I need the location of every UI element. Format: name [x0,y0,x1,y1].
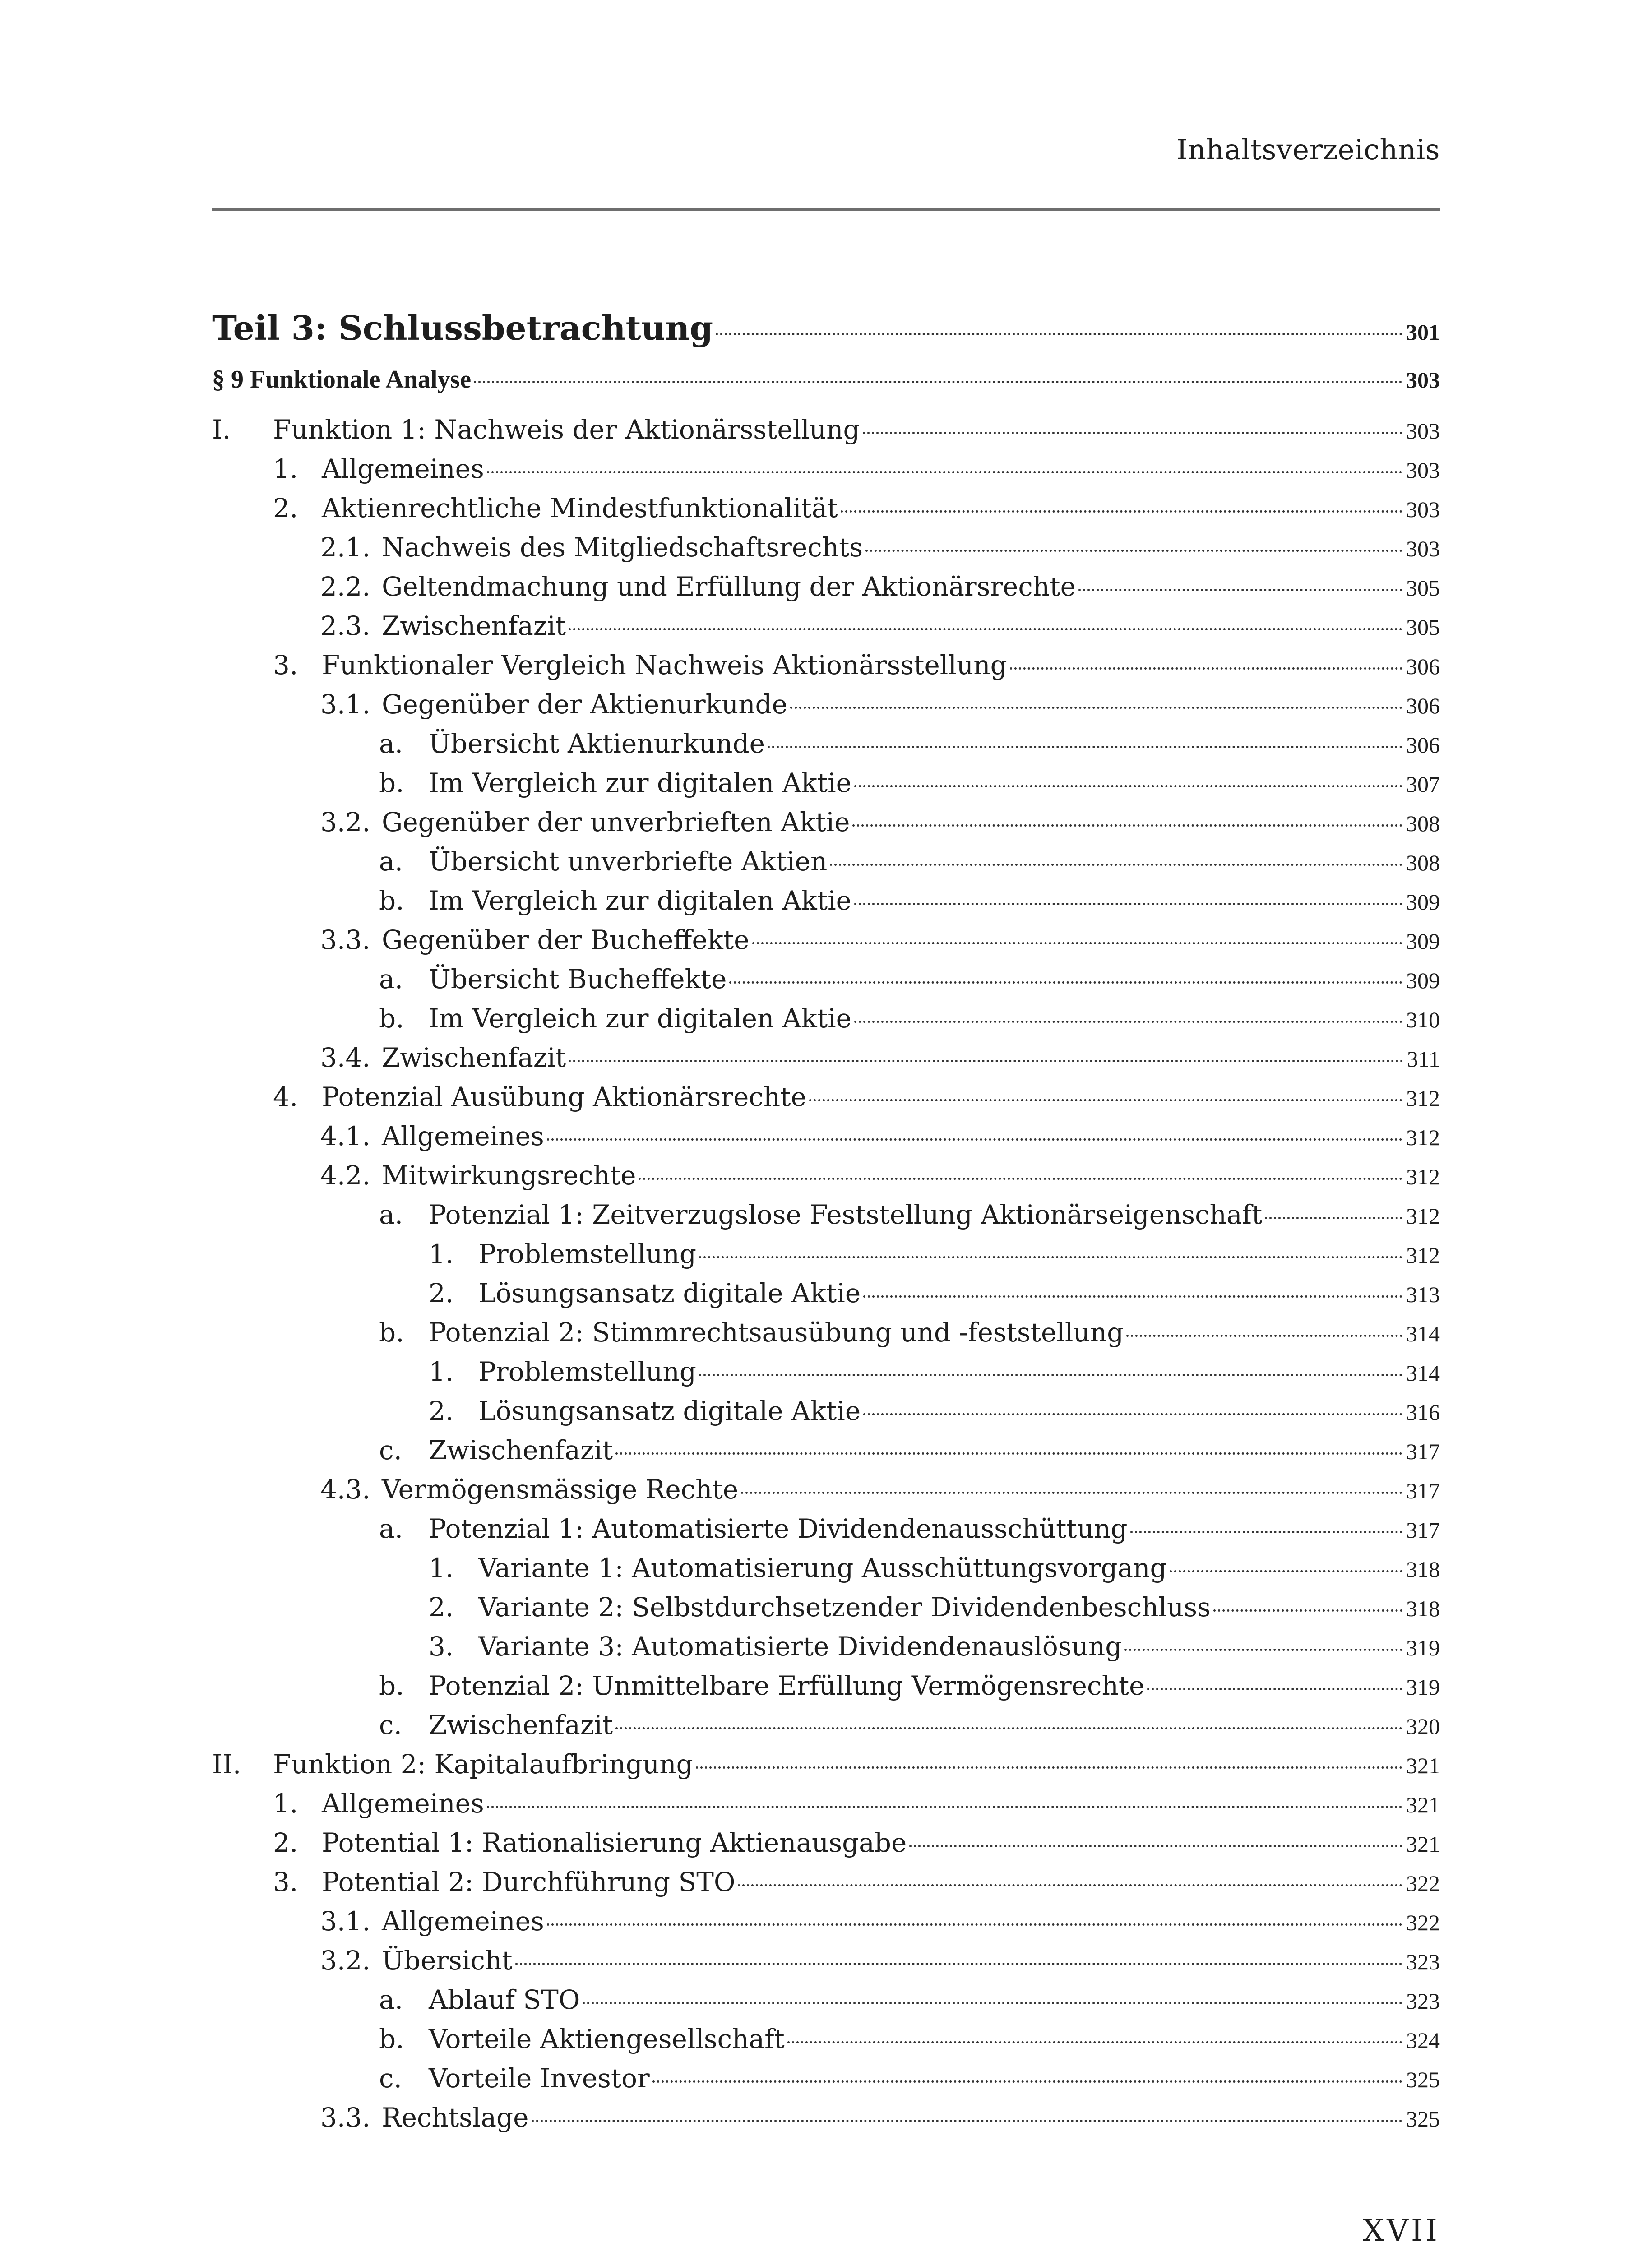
toc-entry-number: 2.3. [320,610,370,641]
toc-entry-page: 305 [1406,615,1440,640]
toc-entry-page: 307 [1406,772,1440,797]
toc-part-title: Teil 3: Schlussbetrachtung [212,309,713,348]
toc-entry-number: 2.1. [320,532,370,563]
toc-leader-dots [841,510,1402,513]
toc-leader-dots [716,333,1402,335]
table-of-contents [212,303,1440,2137]
toc-leader-dots [768,746,1402,748]
toc-entry-page: 322 [1406,1871,1440,1896]
toc-entry-number: 1. [273,1788,298,1819]
toc-entry-page: 321 [1406,1753,1440,1778]
toc-entry-page: 311 [1407,1046,1440,1072]
toc-leader-dots [1078,589,1402,591]
toc-leader-dots [752,942,1403,944]
toc-entry-number: a. [379,964,403,994]
toc-entry [212,1077,1440,1117]
toc-entry-number: 3. [429,1631,454,1662]
toc-leader-dots [790,707,1402,709]
toc-entry-title: Rechtslage [382,2102,529,2133]
toc-entry-number: 2. [429,1396,454,1426]
toc-entry-page: 308 [1406,850,1440,875]
toc-entry-number: 2. [273,493,298,523]
toc-entry [212,1156,1440,1195]
toc-entry-page: 316 [1406,1400,1440,1425]
toc-leader-dots [741,1492,1402,1494]
toc-entry [212,1784,1440,1823]
toc-entry-page: 303 [1406,536,1440,561]
toc-entry-number: b. [379,767,404,798]
toc-entry-page: 320 [1406,1714,1440,1739]
toc-entry-page: 303 [1406,497,1440,522]
toc-entry-title: Allgemeines [322,453,484,484]
toc-entry-page: 318 [1406,1557,1440,1582]
toc-entry-number: I. [212,414,231,445]
toc-leader-dots [854,785,1402,787]
toc-entry-number: a. [379,1199,403,1230]
toc-entry-number: 2. [273,1827,298,1858]
toc-entry-number: 3. [273,1867,298,1897]
toc-leader-dots [854,903,1402,905]
toc-entry [212,1706,1440,1745]
toc-entry-number: 3.2. [320,1945,370,1976]
toc-entry-page: 312 [1406,1086,1440,1111]
toc-entry [212,1470,1440,1509]
toc-entry-page: 312 [1406,1164,1440,1189]
toc-entry-title: Funktionaler Vergleich Nachweis Aktionärsstellung [322,650,1007,680]
toc-entry [212,1902,1440,1941]
toc-entry [212,763,1440,803]
toc-entry-number: 3.3. [320,2102,370,2133]
toc-entry-title: Funktion 1: Nachweis der Aktionärsstellung [273,414,860,445]
toc-leader-dots [1147,1688,1402,1690]
toc-entry [212,1274,1440,1313]
toc-entry-title: Funktion 2: Kapitalaufbringung [273,1749,693,1780]
toc-leader-dots [854,1021,1402,1023]
toc-entry-page: 319 [1406,1635,1440,1660]
toc-entry [212,724,1440,763]
toc-entry [212,2020,1440,2059]
toc-entry [212,1627,1440,1666]
toc-entry [212,489,1440,528]
toc-entry-title: Gegenüber der Aktienurkunde [382,689,787,720]
toc-entry [212,1431,1440,1470]
toc-entry-page: 314 [1406,1360,1440,1386]
toc-entry-page: 317 [1406,1517,1440,1543]
toc-entry-number: c. [379,1710,402,1740]
toc-entry-page: 312 [1406,1203,1440,1229]
page-number: XVII [1363,2213,1440,2248]
header-rule [212,208,1440,211]
toc-entry-title: Potenzial 1: Automatisierte Dividendenausschüttung [429,1513,1128,1544]
toc-entry-title: Lösungsansatz digitale Aktie [478,1396,861,1426]
toc-entry-number: 4.2. [320,1160,370,1191]
toc-entry-title: Vorteile Aktiengesellschaft [429,2024,785,2054]
toc-entry [212,1863,1440,1902]
toc-leader-dots [809,1099,1402,1101]
toc-entry-title: Gegenüber der unverbrieften Aktie [382,807,850,837]
toc-entry [212,1509,1440,1549]
toc-entry-page: 317 [1406,1439,1440,1464]
toc-entry-title: Allgemeines [382,1121,544,1151]
toc-entry-number: b. [379,885,404,916]
toc-entry-number: b. [379,1003,404,1034]
toc-leader-dots [738,1884,1402,1886]
toc-entry-title: Zwischenfazit [429,1710,613,1740]
toc-entry [212,1588,1440,1627]
toc-entry-title: Geltendmachung und Erfüllung der Aktionärsrechte [382,571,1076,602]
toc-entry-title: Potential 2: Durchführung STO [322,1867,736,1897]
toc-section-heading [212,354,1440,406]
toc-entry-title: Übersicht unverbriefte Aktien [429,846,828,877]
toc-entry [212,1941,1440,1980]
toc-entry-title: Gegenüber der Bucheffekte [382,925,750,955]
toc-entry-page: 321 [1406,1792,1440,1817]
toc-entry-title: Übersicht [382,1945,513,1976]
toc-entry [212,606,1440,646]
toc-entry [212,449,1440,489]
toc-leader-dots [699,1374,1402,1376]
toc-leader-dots [1170,1570,1402,1572]
toc-entry-number: 2. [429,1592,454,1623]
toc-entry [212,1038,1440,1077]
toc-entry-title: Ablauf STO [429,1984,580,2015]
toc-entry-page: 319 [1406,1674,1440,1700]
toc-leader-dots [1213,1609,1402,1612]
toc-entry-title: Potenzial Ausübung Aktionärsrechte [322,1082,806,1112]
toc-leader-dots [699,1256,1402,1258]
running-head: Inhaltsverzeichnis [1176,133,1440,166]
toc-leader-dots [583,2002,1402,2004]
toc-entry [212,567,1440,606]
toc-leader-dots [532,2120,1403,2122]
toc-entry-page: 306 [1406,654,1440,679]
toc-section-page: 303 [1406,367,1440,393]
toc-entry [212,528,1440,567]
toc-leader-dots [1126,1335,1402,1337]
toc-entry-page: 312 [1406,1125,1440,1150]
toc-entry-page: 325 [1406,2067,1440,2092]
toc-leader-dots [830,864,1402,866]
toc-entry-title: Problemstellung [478,1239,697,1269]
toc-entry-number: a. [379,728,403,759]
toc-leader-dots [909,1845,1402,1847]
toc-entry [212,881,1440,920]
toc-entry-page: 308 [1406,811,1440,836]
toc-part-heading [212,303,1440,354]
toc-entry-number: a. [379,1984,403,2015]
toc-entry-title: Vorteile Investor [429,2063,650,2094]
toc-entry-page: 321 [1406,1831,1440,1857]
toc-entry-page: 313 [1406,1282,1440,1307]
toc-entry-title: Übersicht Bucheffekte [429,964,727,994]
toc-entry-title: Variante 1: Automatisierung Ausschüttungsvorgang [478,1553,1167,1583]
toc-part-page: 301 [1406,319,1440,345]
toc-entry [212,803,1440,842]
toc-entry-page: 303 [1406,418,1440,444]
toc-leader-dots [547,1923,1402,1926]
toc-entry [212,1117,1440,1156]
toc-entry-title: Aktienrechtliche Mindestfunktionalität [322,493,838,523]
toc-entry-page: 314 [1406,1321,1440,1346]
toc-entry-title: Lösungsansatz digitale Aktie [478,1278,861,1308]
toc-entry [212,1745,1440,1784]
toc-entry-title: Variante 2: Selbstdurchsetzender Dividendenbeschluss [478,1592,1211,1623]
toc-leader-dots [639,1178,1402,1180]
toc-entry-number: c. [379,2063,402,2094]
toc-entry-page: 306 [1406,732,1440,758]
toc-entry-number: 3.3. [320,925,370,955]
toc-entry-number: 3.4. [320,1042,370,1073]
toc-entry-page: 317 [1406,1478,1440,1503]
toc-entry [212,2059,1440,2098]
toc-entry-page: 309 [1406,929,1440,954]
toc-entry-title: Im Vergleich zur digitalen Aktie [429,767,851,798]
toc-entry-number: 1. [429,1553,454,1583]
toc-entry-number: 3.1. [320,689,370,720]
toc-entry-page: 305 [1406,575,1440,601]
toc-leader-dots [652,2080,1402,2083]
toc-entry-number: 3.2. [320,807,370,837]
toc-entry [212,1549,1440,1588]
toc-leader-dots [863,432,1402,434]
toc-entry [212,1980,1440,2020]
toc-entry [212,920,1440,960]
toc-leader-dots [569,1060,1403,1062]
toc-entry-number: a. [379,846,403,877]
toc-entry [212,960,1440,999]
toc-entry-title: Potential 1: Rationalisierung Aktienausgabe [322,1827,907,1858]
toc-entry-number: 3.1. [320,1906,370,1937]
toc-entry-page: 322 [1406,1910,1440,1935]
toc-entry-page: 312 [1406,1243,1440,1268]
toc-entry-number: b. [379,1670,404,1701]
toc-entry-title: Übersicht Aktienurkunde [429,728,765,759]
toc-entry [212,1234,1440,1274]
toc-entry-page: 325 [1406,2106,1440,2131]
toc-entry-number: 4. [273,1082,298,1112]
toc-entry-number: c. [379,1435,402,1465]
toc-entry [212,410,1440,449]
toc-entry [212,2098,1440,2137]
toc-entry-number: 4.1. [320,1121,370,1151]
toc-entry-number: a. [379,1513,403,1544]
toc-leader-dots [863,1413,1402,1415]
toc-entry-number: II. [212,1749,241,1780]
toc-entry [212,1392,1440,1431]
toc-entry-title: Nachweis des Mitgliedschaftsrechts [382,532,863,563]
toc-entry-number: 1. [273,453,298,484]
toc-entry-page: 310 [1406,1007,1440,1032]
toc-leader-dots [515,1963,1402,1965]
toc-leader-dots [1265,1217,1402,1219]
toc-entry [212,646,1440,685]
toc-entry-title: Im Vergleich zur digitalen Aktie [429,885,851,916]
toc-leader-dots [1010,667,1402,670]
toc-entry-page: 318 [1406,1596,1440,1621]
toc-entry-title: Potenzial 2: Stimmrechtsausübung und -feststellung [429,1317,1124,1348]
toc-leader-dots [547,1138,1402,1141]
toc-entry [212,1666,1440,1706]
toc-entry-title: Variante 3: Automatisierte Dividendenauslösung [478,1631,1122,1662]
toc-leader-dots [487,1806,1402,1808]
toc-entry [212,842,1440,881]
toc-section-title: § 9 Funktionale Analyse [212,365,472,393]
toc-entry-page: 323 [1406,1949,1440,1974]
toc-entry-page: 306 [1406,693,1440,718]
toc-entry-page: 323 [1406,1988,1440,2014]
toc-entry-title: Problemstellung [478,1356,697,1387]
toc-leader-dots [569,628,1402,630]
toc-entry-page: 309 [1406,968,1440,993]
toc-leader-dots [863,1295,1402,1298]
toc-leader-dots [1124,1649,1402,1651]
toc-leader-dots [729,981,1402,984]
toc-entry-number: b. [379,2024,404,2054]
toc-entry [212,999,1440,1038]
toc-entry-title: Im Vergleich zur digitalen Aktie [429,1003,851,1034]
toc-entry-title: Zwischenfazit [382,1042,566,1073]
toc-entry-title: Zwischenfazit [429,1435,613,1465]
toc-leader-dots [1130,1531,1402,1533]
toc-entry-page: 324 [1406,2028,1440,2053]
toc-entry-number: 2. [429,1278,454,1308]
toc-entry [212,1313,1440,1352]
toc-entry-title: Allgemeines [382,1906,544,1937]
toc-entry-number: 1. [429,1356,454,1387]
toc-entry-list [212,410,1440,2137]
toc-entry-page: 309 [1406,889,1440,915]
toc-entry-title: Mitwirkungsrechte [382,1160,636,1191]
toc-leader-dots [696,1766,1402,1769]
toc-entry-title: Potenzial 2: Unmittelbare Erfüllung Vermögensrechte [429,1670,1145,1701]
toc-leader-dots [615,1727,1402,1729]
toc-leader-dots [487,471,1402,473]
toc-leader-dots [865,550,1402,552]
toc-entry-number: 1. [429,1239,454,1269]
toc-entry-title: Allgemeines [322,1788,484,1819]
toc-entry-number: 2.2. [320,571,370,602]
toc-entry-page: 303 [1406,458,1440,483]
toc-entry-number: b. [379,1317,404,1348]
toc-leader-dots [852,824,1402,827]
toc-entry [212,1823,1440,1863]
toc-entry [212,1352,1440,1392]
toc-entry-title: Zwischenfazit [382,610,566,641]
toc-leader-dots [787,2041,1402,2043]
toc-leader-dots [615,1452,1402,1455]
toc-entry-number: 3. [273,650,298,680]
toc-leader-dots [474,381,1402,383]
toc-entry-number: 4.3. [320,1474,370,1505]
toc-entry-title: Vermögensmässige Rechte [382,1474,739,1505]
toc-entry-title: Potenzial 1: Zeitverzugslose Feststellung Aktionärseigenschaft [429,1199,1263,1230]
toc-entry [212,1195,1440,1234]
toc-entry [212,685,1440,724]
